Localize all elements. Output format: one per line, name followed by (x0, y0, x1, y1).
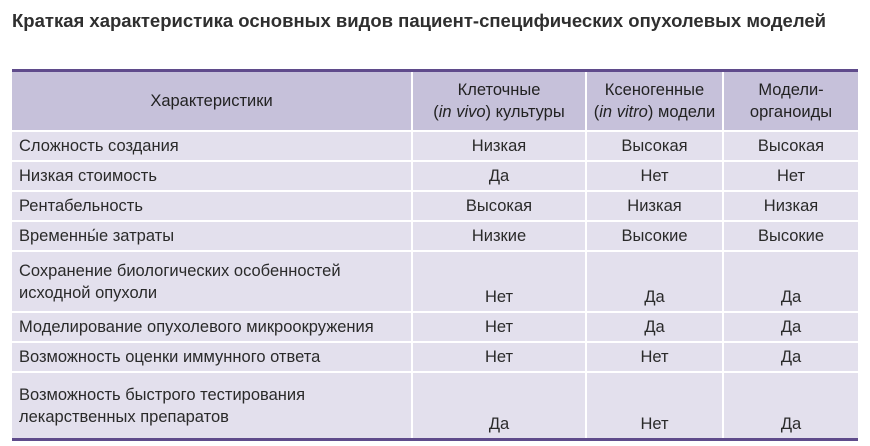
row-label (12, 251, 412, 312)
table-row (12, 161, 858, 191)
header-organoids-line2: органоиды (749, 103, 833, 121)
cell-organoids: Низкая (723, 191, 858, 221)
page-title: Краткая характеристика основных видов пациент-специфических опухолевых моделей (12, 10, 827, 31)
cell-organoids: Да (723, 372, 858, 440)
cell-cultures: Нет (412, 251, 586, 312)
cell-xenogeneic: Нет (586, 342, 723, 372)
table-row (12, 342, 858, 372)
row-label-line1: Сохранение биологических особенностей (19, 261, 341, 280)
header-characteristics: Характеристики (12, 72, 412, 131)
cell-cultures: Да (412, 161, 586, 191)
row-label-line2: исходной опухоли (19, 283, 158, 302)
cell-organoids: Высокая (723, 131, 858, 161)
row-label: Моделирование опухолевого микроокружения (12, 312, 412, 342)
table-row (12, 191, 858, 221)
table-header-row (12, 72, 858, 131)
cell-organoids: Нет (723, 161, 858, 191)
cell-xenogeneic: Высокие (586, 221, 723, 251)
row-label (12, 372, 412, 440)
cell-xenogeneic: Да (586, 251, 723, 312)
characteristics-table (12, 72, 858, 441)
cell-organoids: Высокие (723, 221, 858, 251)
cell-cultures: Низкие (412, 221, 586, 251)
row-label: Возможность оценки иммунного ответа (12, 342, 412, 372)
cell-xenogeneic: Нет (586, 372, 723, 440)
cell-cultures: Низкая (412, 131, 586, 161)
row-label-line1: Возможность быстрого тестирования (19, 385, 306, 404)
header-cell-cultures-italic: in vivo (438, 103, 486, 121)
header-organoids-line1: Модели- (758, 81, 824, 99)
cell-organoids: Да (723, 312, 858, 342)
row-label: Низкая стоимость (12, 161, 412, 191)
cell-organoids: Да (723, 251, 858, 312)
cell-organoids: Да (723, 342, 858, 372)
header-xenogeneic-italic: in vitro (599, 103, 648, 121)
table-row (12, 221, 858, 251)
table-row (12, 131, 858, 161)
cell-xenogeneic: Низкая (586, 191, 723, 221)
header-xenogeneic: Ксеногенные (in vitro) модели (586, 72, 723, 131)
table-row (12, 312, 858, 342)
table-row (12, 251, 858, 312)
cell-cultures: Да (412, 372, 586, 440)
cell-cultures: Нет (412, 342, 586, 372)
cell-xenogeneic: Нет (586, 161, 723, 191)
header-xenogeneic-suffix: модели (657, 103, 716, 121)
cell-xenogeneic: Да (586, 312, 723, 342)
header-cell-cultures: Клеточные (in vivo) культуры (412, 72, 586, 131)
cell-cultures: Высокая (412, 191, 586, 221)
header-cell-cultures-line1: Клеточные (457, 81, 541, 99)
row-label: Рентабельность (12, 191, 412, 221)
cell-xenogeneic: Высокая (586, 131, 723, 161)
row-label-line2: лекарственных препаратов (19, 407, 229, 426)
header-organoids (723, 72, 858, 131)
header-cell-cultures-suffix: культуры (495, 103, 565, 121)
row-label: Сложность создания (12, 131, 412, 161)
cell-cultures: Нет (412, 312, 586, 342)
table-row (12, 372, 858, 440)
header-xenogeneic-line1: Ксеногенные (604, 81, 705, 99)
row-label: Временны́е затраты (12, 221, 412, 251)
